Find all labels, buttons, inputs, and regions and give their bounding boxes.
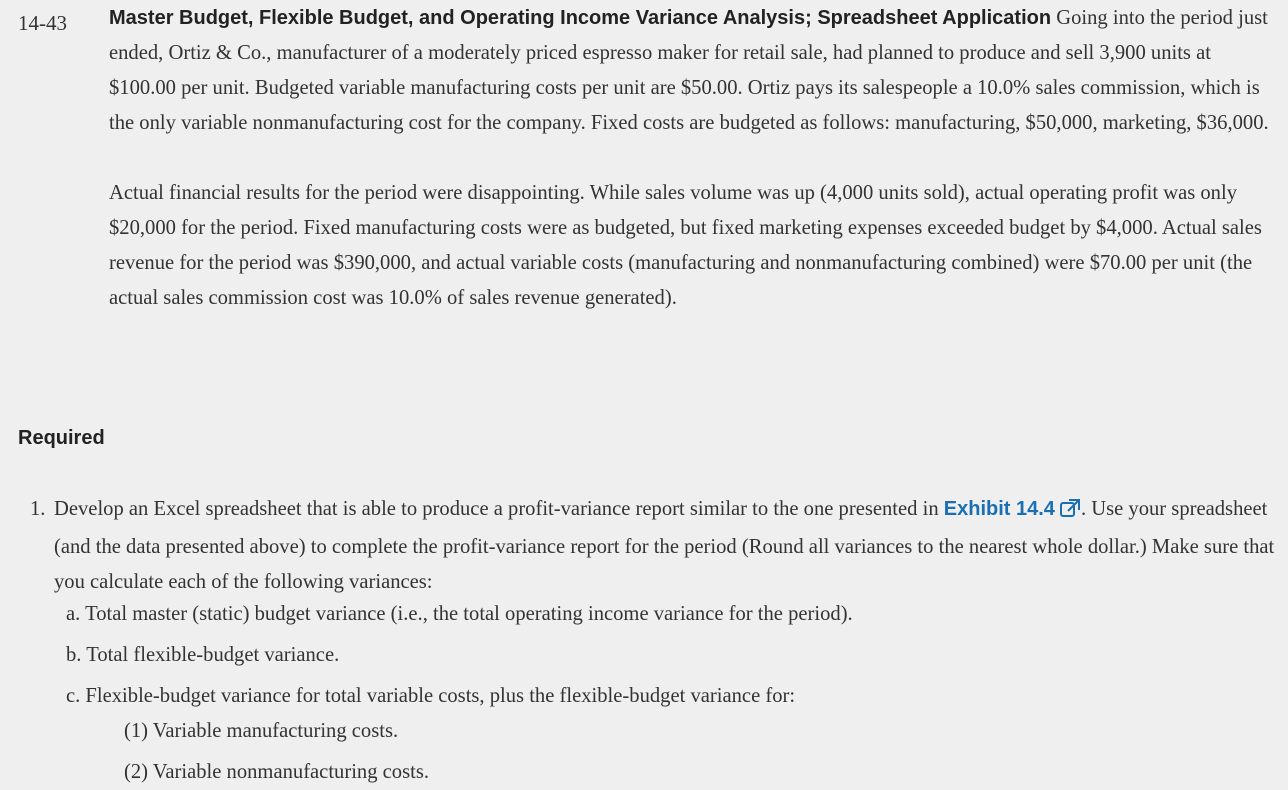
- required-list: [30, 492, 1275, 600]
- problem-number: 14-43: [18, 11, 67, 35]
- required-item-1-text-after: . Use your spreadsheet (and the data presented above) to complete the profit-variance report for the period (Round all variances to the nearest whole dollar.) Make sure that you calculate each of the following variances:: [54, 498, 1275, 593]
- sub-item-c2: (2) Variable nonmanufacturing costs.: [124, 761, 430, 783]
- problem-heading: Master Budget, Flexible Budget, and Operating Income Variance Analysis; Spreadsheet Application: [109, 7, 1052, 29]
- required-item-number: 1.: [30, 498, 46, 520]
- required-item-1-text-before: Develop an Excel spreadsheet that is able to produce a profit-variance report similar to the one presented in: [54, 498, 939, 520]
- sub-item-b: b. Total flexible-budget variance.: [66, 644, 340, 666]
- exhibit-link[interactable]: Exhibit 14.4: [943, 498, 1055, 520]
- external-link-icon[interactable]: [1059, 495, 1081, 530]
- sub-item-a: a. Total master (static) budget variance (i.e., the total operating income variance for the period).: [66, 603, 853, 625]
- sub-item-c1: (1) Variable manufacturing costs.: [124, 720, 399, 742]
- sub-item-c: c. Flexible-budget variance for total variable costs, plus the flexible-budget variance for:: [66, 685, 796, 707]
- problem-paragraph-2: Actual financial results for the period were disappointing. While sales volume was up (4,000 units sold), actual operating profit was only $20,000 for the period. Fixed manufacturing costs were as budgeted, but fixed marketing expenses exceeded budget by $4,000. Actual sales revenue for the period was $390,000, and actual variable costs (manufacturing and nonmanufacturing combined) were $70.00 per unit (the actual sales commission cost was 10.0% of sales revenue generated).: [109, 182, 1262, 309]
- problem-paragraph-1-text: Going into the period just ended, Ortiz & Co., manufacturer of a moderately priced espresso maker for retail sale, had planned to produce and sell 3,900 units at $100.00 per unit. Budgeted variable manufacturing costs per unit are $50.00. Ortiz pays its salespeople a 10.0% sales commission, which is the only variable nonmanufacturing cost for the company. Fixed costs are budgeted as follows: manufacturing, $50,000, marketing, $36,000.: [109, 7, 1269, 134]
- required-heading: Required: [18, 427, 105, 449]
- required-item-1: [30, 492, 1275, 600]
- problem-body: [109, 1, 1274, 316]
- problem-paragraph-1: [109, 1, 1274, 141]
